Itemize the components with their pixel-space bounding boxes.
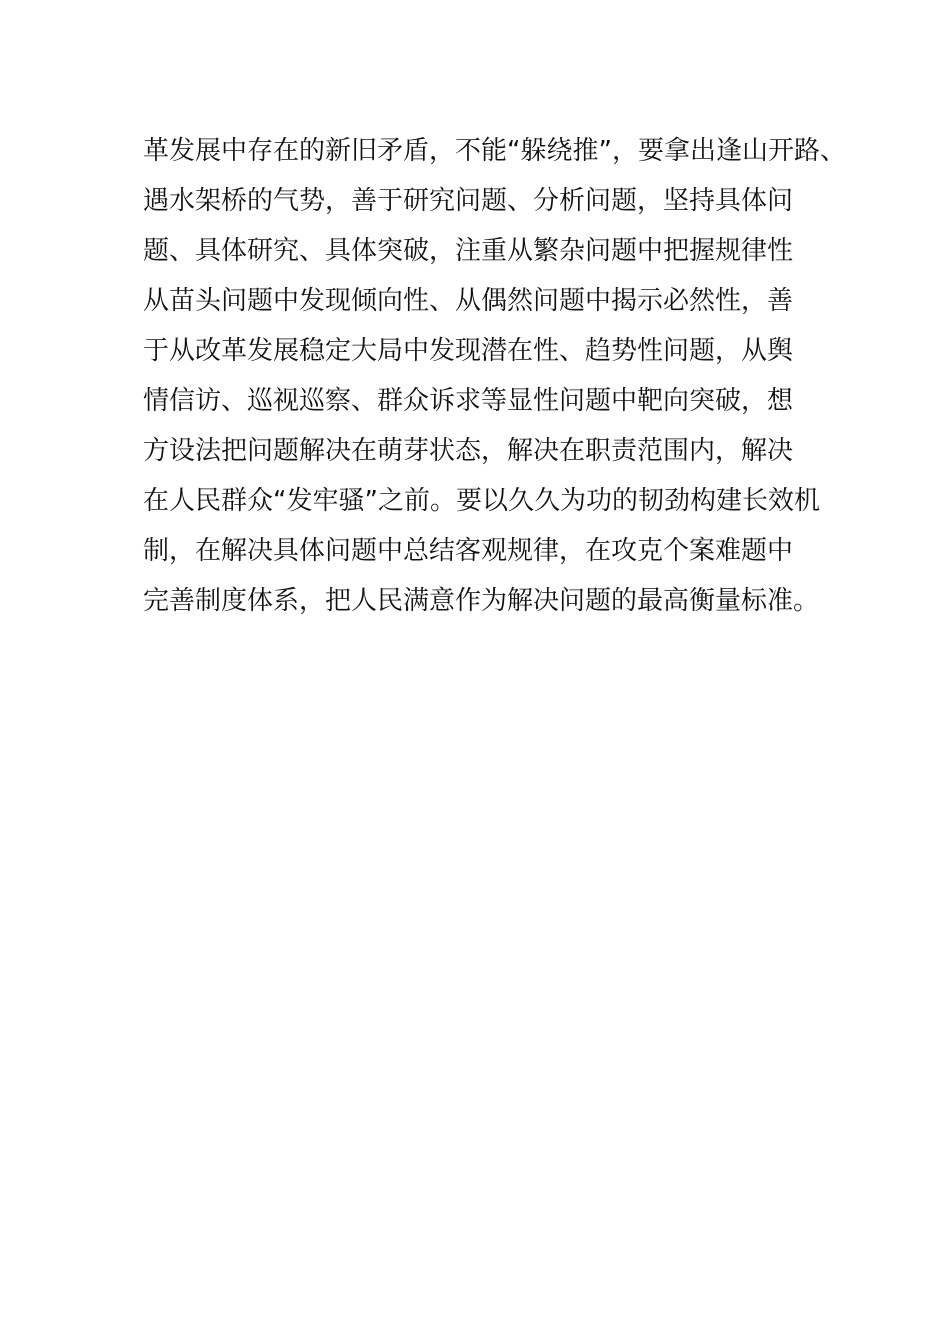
text-line: 于从改革发展稳定大局中发现潜在性、趋势性问题，从舆 bbox=[143, 336, 794, 366]
text-line: 情信访、巡视巡察、群众诉求等显性问题中靶向突破，想 bbox=[143, 386, 794, 416]
text-line: 遇水架桥的气势，善于研究问题、分析问题，坚持具体问 bbox=[143, 186, 794, 216]
text-line: 在人民群众“发牢骚”之前。要以久久为功的韧劲构建长效机 bbox=[143, 486, 820, 516]
text-line: 制，在解决具体问题中总结客观规律，在攻克个案难题中 bbox=[143, 536, 794, 566]
text-line: 从苗头问题中发现倾向性、从偶然问题中揭示必然性，善 bbox=[143, 286, 794, 316]
text-line: 方设法把问题解决在萌芽状态，解决在职责范围内，解决 bbox=[143, 436, 794, 466]
body-text bbox=[143, 126, 846, 626]
text-line: 题、具体研究、具体突破，注重从繁杂问题中把握规律性 bbox=[143, 236, 794, 266]
text-line: 革发展中存在的新旧矛盾，不能“躲绕推”，要拿出逢山开路、 bbox=[143, 136, 846, 166]
text-line: 完善制度体系，把人民满意作为解决问题的最高衡量标准。 bbox=[143, 586, 820, 616]
